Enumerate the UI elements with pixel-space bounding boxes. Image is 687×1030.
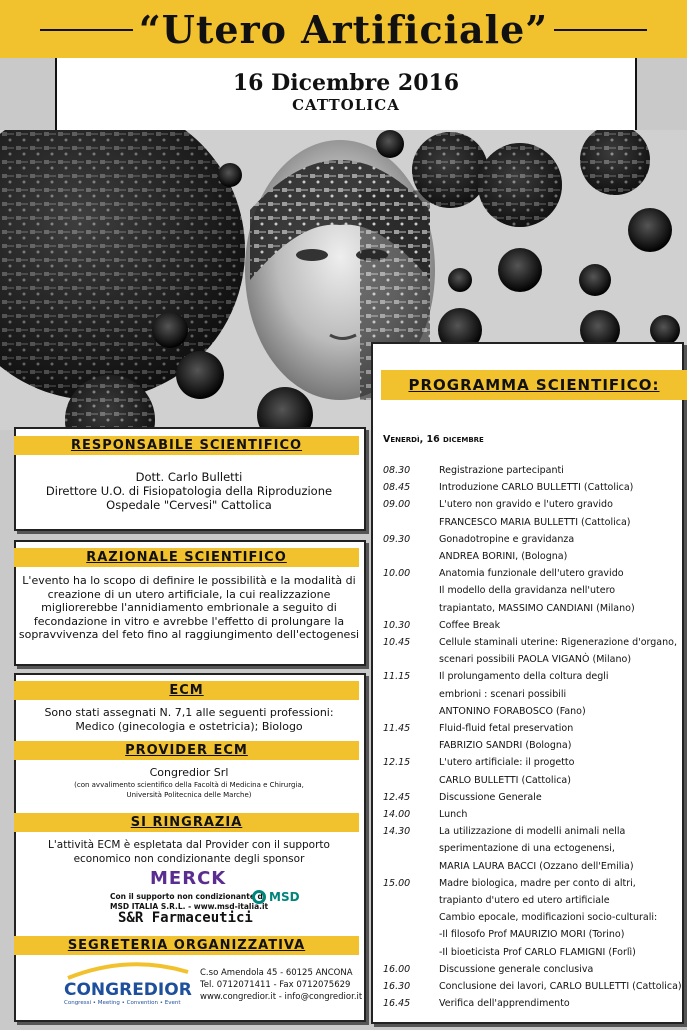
segreteria-heading: SEGRETERIA ORGANIZZATIVA (14, 936, 359, 955)
razionale-line: fecondazione in vitro e avrebbe l'effetto di prolungare la (33, 614, 345, 628)
program-time: 08.30 (383, 465, 411, 476)
provider-heading: PROVIDER ECM (14, 741, 359, 760)
program-time: 10.00 (383, 568, 411, 580)
program-item: -Il filosofo Prof MAURIZIO MORI (Torino) (439, 929, 625, 941)
program-time: 16.45 (383, 998, 411, 1010)
program-item: Madre biologica, madre per conto di altri, (439, 877, 636, 889)
ecm-body (14, 706, 364, 734)
razionale-body (16, 574, 362, 642)
program-time: 09.30 (383, 533, 411, 545)
msd-name: MSD (269, 890, 300, 904)
program-item: Il modello della gravidanza nell'utero (439, 585, 616, 597)
segreteria-contacts (200, 967, 362, 1003)
program-time: 16.30 (383, 981, 411, 992)
program-item: Cambio epocale, modificazioni socio-culturali: (439, 912, 658, 924)
event-date: 16 Dicembre 2016 (232, 70, 460, 96)
provider-note: Università Politecnica delle Marche) (126, 791, 252, 799)
program-time: 11.45 (383, 723, 411, 734)
congredior-tagline: Congressi • Meeting • Convention • Event (64, 1000, 181, 1006)
congredior-swoosh-icon (64, 960, 192, 980)
program-item: La utilizzazione di modelli animali nella (439, 826, 626, 838)
razionale-heading: RAZIONALE SCIENTIFICO (14, 548, 359, 567)
program-item: sperimentazione di una ectogenensi, (439, 843, 615, 855)
responsabile-line: Direttore U.O. di Fisiopatologia della Riproduzione (45, 484, 333, 498)
program-time: 08.45 (383, 482, 411, 494)
program-time: 11.15 (383, 671, 411, 683)
msd-support-note (110, 892, 268, 912)
ecm-line: Medico (ginecologia e ostetricia); Biologo (75, 720, 303, 733)
program-item: -Il bioeticista Prof CARLO FLAMIGNI (Forlì) (439, 946, 636, 958)
program-time: 16.00 (383, 963, 411, 975)
program-time: 14.00 (383, 809, 411, 820)
ecm-heading: ECM (14, 681, 359, 700)
program-time: 09.00 (383, 499, 411, 511)
ringrazia-body (14, 838, 364, 866)
program-item: CARLO BULLETTI (Cattolica) (439, 774, 571, 786)
program-day: Venerdì, 16 dicembre (383, 434, 484, 445)
program-item: Registrazione partecipanti (439, 465, 564, 476)
program-item: Verifica dell'apprendimento (439, 998, 570, 1010)
program-item: Discussione Generale (439, 791, 542, 803)
program-time: 10.45 (383, 637, 411, 648)
title-banner (0, 0, 687, 58)
segreteria-address: C.so Amendola 45 - 60125 ANCONA (200, 968, 353, 978)
program-item: L'utero non gravido e l'utero gravido (439, 499, 613, 511)
program-item: embrioni : scenari possibili (439, 688, 567, 700)
program-time: 14.30 (383, 826, 411, 838)
ecm-line: Sono stati assegnati N. 7,1 alle seguenti professioni: (44, 706, 334, 719)
program-time: 12.45 (383, 791, 411, 803)
program-item: Lunch (439, 809, 468, 820)
program-item: Conclusione dei lavori, CARLO BULLETTI (Cattolica) (439, 981, 682, 992)
event-title: “Utero Artificiale” (133, 7, 554, 52)
ringrazia-heading: SI RINGRAZIA (14, 813, 359, 832)
provider-name: Congredior Srl (149, 766, 229, 779)
razionale-line: L'evento ha lo scopo di definire le possibilità e la modalità di (22, 574, 356, 587)
segreteria-web[interactable]: www.congredior.it - info@congredior.it (200, 992, 363, 1002)
provider-body (14, 766, 364, 800)
merck-logo: MERCK (150, 868, 227, 889)
program-time: 10.30 (383, 619, 411, 631)
msd-icon (252, 890, 266, 904)
program-item: L'utero artificiale: il progetto (439, 757, 575, 769)
responsabile-body (14, 470, 364, 512)
program-time: 12.15 (383, 757, 411, 769)
program-item: trapiantato, MASSIMO CANDIANI (Milano) (439, 602, 635, 614)
segreteria-phone: Tel. 0712071411 - Fax 0712075629 (200, 980, 351, 990)
sr-logo: S&R Farmaceutici (118, 910, 253, 926)
ringrazia-line: economico non condizionante degli sponsor (73, 853, 305, 865)
program-item: Anatomia funzionale dell'utero gravido (439, 568, 624, 580)
program-item: Gonadotropine e gravidanza (439, 533, 575, 545)
program-item: Discussione generale conclusiva (439, 963, 594, 975)
msd-note-line: Con il supporto non condizionante di (110, 892, 266, 901)
program-item: Fluid-fluid fetal preservation (439, 723, 574, 734)
ringrazia-line: L'attività ECM è espletata dal Provider con il supporto (48, 839, 330, 851)
program-item: trapianto d'utero ed utero artificiale (439, 895, 610, 906)
razionale-line: creazione di un utero artificiale, la cui realizzazione (47, 587, 331, 601)
program-item: ANDREA BORINI, (Bologna) (439, 551, 568, 562)
responsabile-heading: RESPONSABILE SCIENTIFICO (14, 436, 359, 455)
msd-logo (252, 890, 300, 904)
msd-note-line: MSD ITALIA S.R.L. - www.msd-italia.it (110, 902, 269, 911)
event-city: CATTOLICA (292, 96, 400, 114)
program-item: Coffee Break (439, 619, 501, 631)
responsabile-line: Dott. Carlo Bulletti (135, 470, 243, 484)
program-item: Il prolungamento della coltura degli (439, 671, 609, 683)
program-title: PROGRAMMA SCIENTIFICO: (381, 370, 687, 400)
program-item: Introduzione CARLO BULLETTI (Cattolica) (439, 482, 634, 494)
razionale-line: sopravvivenza del feto fino al raggiungimento dell'ectogenesi (18, 628, 360, 641)
date-box (55, 58, 637, 132)
program-item: Cellule staminali uterine: Rigenerazione d'organo, (439, 637, 677, 648)
provider-note: (con avvalimento scientifico della Facoltà di Medicina e Chirurgia, (74, 781, 304, 789)
program-time: 15.00 (383, 877, 411, 889)
program-item: ANTONINO FORABOSCO (Fano) (439, 705, 586, 717)
congredior-logo (64, 960, 192, 1006)
program-item: FRANCESCO MARIA BULLETTI (Cattolica) (439, 516, 631, 528)
program-item: MARIA LAURA BACCI (Ozzano dell'Emilia) (439, 860, 634, 872)
program-item: FABRIZIO SANDRI (Bologna) (439, 740, 572, 752)
razionale-line: migliorerebbe l'annidiamento embrionale a seguito di (41, 601, 337, 614)
program-item: scenari possibili PAOLA VIGANÒ (Milano) (439, 654, 632, 666)
congredior-name: CONGREDIOR (64, 980, 192, 1000)
responsabile-line: Ospedale "Cervesi" Cattolica (106, 498, 272, 512)
